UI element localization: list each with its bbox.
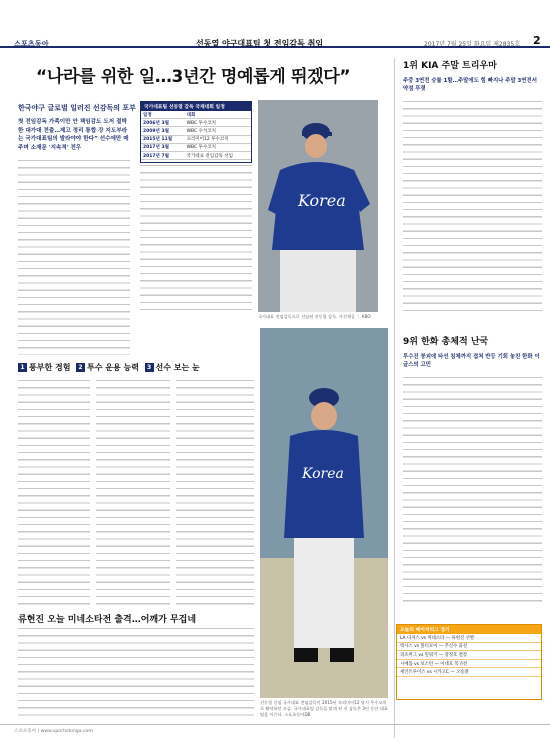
manager-illustration xyxy=(258,100,378,312)
section-label-1: 풍부한 경험 xyxy=(29,363,71,372)
footer-text: 스포츠동아 | www.sportsdonga.com xyxy=(14,729,93,734)
right-body-1 xyxy=(403,101,542,316)
article-kicker: 한국야구 글로벌 일러진 선감독의 포부 xyxy=(18,104,136,112)
right-headline-2: 9위 한화 총체적 난국 xyxy=(403,337,489,347)
mlb-table-row: 텍사스 vs 볼티모어 — 추신수 출전 xyxy=(397,643,541,652)
main-photo xyxy=(260,328,388,698)
mlb-schedule-table xyxy=(396,624,542,700)
page-footer xyxy=(0,724,550,741)
right-subhead-1: 주중 3연전 승률 1할…주말에도 힘 빠지나 주말 3연전서 약점 뚜렷 xyxy=(403,78,537,92)
history-header-event: 대회 xyxy=(185,111,251,119)
mlb-table-row: 세인트루이스 vs 시카고C — 오승환 xyxy=(397,668,541,677)
history-event: WBC 투수코치 xyxy=(185,119,251,127)
section-label-3: 선수 보는 눈 xyxy=(155,363,200,372)
bottom-headline: 류현진 오늘 미네소타전 출격…어깨가 무겁네 xyxy=(18,615,197,625)
history-event: WBC 투수코치 xyxy=(185,143,251,151)
history-event: WBC 수석코치 xyxy=(185,127,251,135)
history-year: 2009년 3월 xyxy=(141,127,185,135)
main-photo-illustration xyxy=(260,328,388,698)
history-header-date: 일정 xyxy=(141,111,185,119)
masthead xyxy=(0,0,550,48)
page-number: 2 xyxy=(533,34,541,47)
svg-text:Korea: Korea xyxy=(298,191,346,210)
section-number-3: 3 xyxy=(145,363,154,372)
right-body-2 xyxy=(403,377,542,607)
newspaper-logo: 스포츠동아 xyxy=(14,40,49,48)
top-photo-caption: 국가대표 전임감독으로 선임된 선동열 감독. 사진제공 ｜ KBO xyxy=(258,314,371,319)
section-bar xyxy=(18,362,258,374)
history-table-caption: 국가대표팀 선동열 감독 국제대회 일정 xyxy=(141,102,251,111)
history-year: 2017년 7월 xyxy=(141,151,185,159)
article-body-col2 xyxy=(140,165,252,315)
section-number-2: 2 xyxy=(76,363,85,372)
history-year: 2006년 3월 xyxy=(141,119,185,127)
section-number-1: 1 xyxy=(18,363,27,372)
mlb-table-row: 시애틀 vs 보스턴 — 이대호 복귀전 xyxy=(397,660,541,669)
section-label-2: 투수 운용 능력 xyxy=(87,363,139,372)
page-banner: 선동열 야구대표팀 첫 전임감독 취임 xyxy=(196,39,324,48)
mlb-table-row: 피츠버그 vs 밀워키 — 강정호 결장 xyxy=(397,651,541,660)
lower-body-col1 xyxy=(18,380,90,605)
main-photo-caption: 선동열 신임 국가대표 전임감독이 2015년 프리미어12 당시 투수코치로 활약하던 모습. 국가대표팀 감독을 맡게 된 선 감독은 3년 동안 대표팀을 이끈다. 스포츠동아DB xyxy=(260,700,388,717)
manager-photo xyxy=(258,100,378,312)
article-deck: 첫 전임감독 가족이만 안 책임감도 도저 절박한 대가대 전출…제고 정리 통합 강 지도부라는 국가대표팀의 발라야야 한다” 선수에만 매주며 소재문 '지속적' 전우 xyxy=(18,119,129,151)
history-year: 2015년 11월 xyxy=(141,135,185,143)
right-headline-1: 1위 KIA 주말 트리우마 xyxy=(403,61,497,71)
history-table xyxy=(140,101,252,163)
lower-body-col3 xyxy=(176,380,254,605)
main-headline: “나라를 위한 일…3년간 명예롭게 뛰겠다” xyxy=(36,67,351,87)
mlb-table-row: LA 다저스 vs 미네소타 — 류현진 선발 xyxy=(397,634,541,643)
article-body-col1 xyxy=(18,160,130,355)
svg-text:Korea: Korea xyxy=(302,466,344,482)
right-subhead-2: 투수진 붕괴에 타선 침체까지 겹쳐 반등 기회 놓친 한화 이글스의 고민 xyxy=(403,354,540,368)
history-event: 국가대표 전임감독 선임 xyxy=(185,151,251,159)
lower-body-col2 xyxy=(96,380,170,605)
mlb-table-caption: 오늘의 메이저리그 경기 xyxy=(397,625,541,634)
dateline: 2017년 7월 25일 화요일 제2835호 xyxy=(424,41,520,48)
bottom-article-body xyxy=(18,628,254,720)
history-year: 2017년 3월 xyxy=(141,143,185,151)
history-event: 프리미어12 투수코치 xyxy=(185,135,251,143)
